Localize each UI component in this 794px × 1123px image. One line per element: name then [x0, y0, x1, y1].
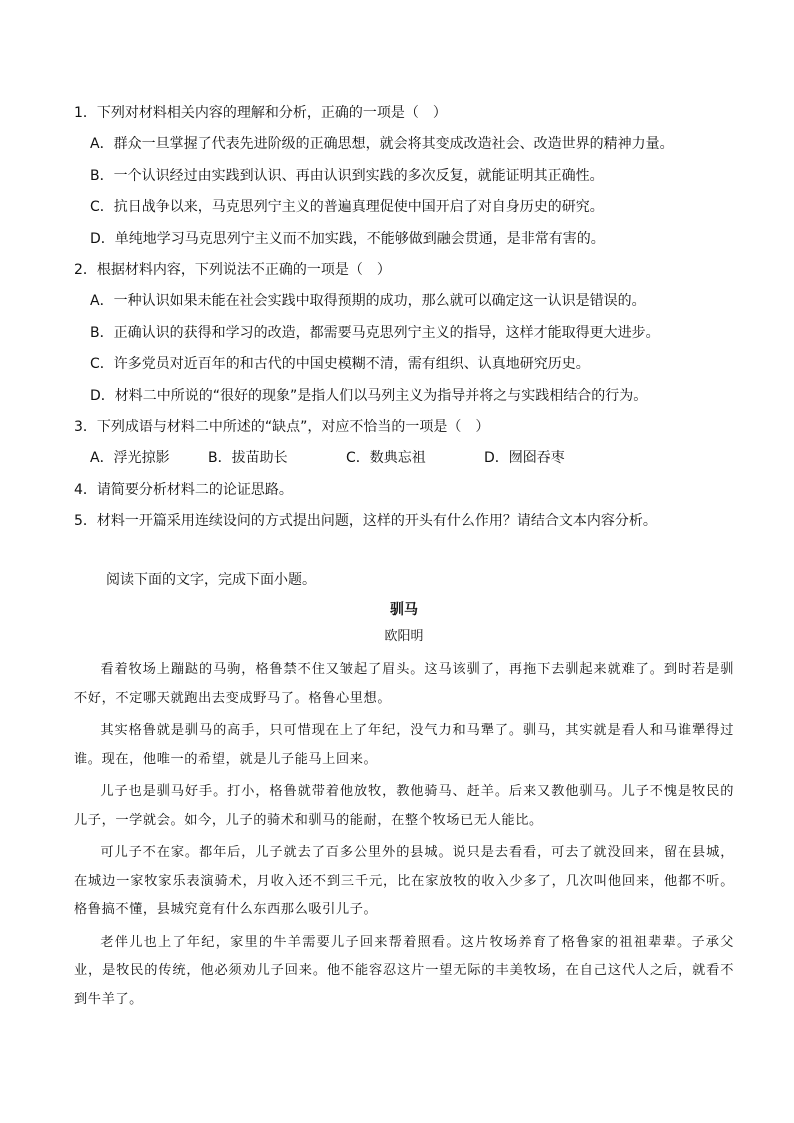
passage-paragraph: 老伴儿也上了年纪，家里的牛羊需要儿子回来帮着照看。这片牧场养育了格鲁家的祖祖辈辈。子承父业，是牧民的传统，他必须劝儿子回来。他不能容忍这片一望无际的丰美牧场，在自己这代人之后，就看不到牛羊了。 — [74, 934, 734, 1007]
question-4-stem: 4．请简要分析材料二的论证思路。 — [74, 481, 293, 498]
question-1-option-b: B．一个认识经过由实践到认识、再由认识到实践的多次反复，就能证明其正确性。 — [90, 167, 604, 184]
question-section — [74, 103, 734, 542]
question-1-option-a: A．群众一旦掌握了代表先进阶级的正确思想，就会将其变成改造社会、改造世界的精神力量。 — [90, 136, 674, 153]
passage-author: 欧阳明 — [384, 629, 424, 644]
passage-paragraph: 其实格鲁就是驯马的高手，只可惜现在上了年纪，没气力和马犟了。驯马，其实就是看人和马谁犟得过谁。现在，他唯一的希望，就是儿子能马上回来。 — [74, 723, 734, 767]
question-2-option-d: D．材料二中所说的“很好的现象”是指人们以马列主义为指导并将之与实践相结合的行为。 — [90, 387, 648, 404]
passage-paragraph: 看着牧场上蹦跶的马驹，格鲁禁不住又皱起了眉头。这马该驯了，再拖下去驯起来就难了。到时若是驯不好，不定哪天就跑出去变成野马了。格鲁心里想。 — [74, 662, 734, 706]
question-3-option-d: D．囫囵吞枣 — [484, 450, 565, 467]
question-3-option-c: C．数典忘祖 — [346, 450, 426, 467]
passage-paragraph: 可儿子不在家。都年后，儿子就去了百多公里外的县城。说只是去看看，可去了就没回来，留在县城，在城边一家牧家乐表演骑术，月收入还不到三千元，比在家放牧的收入少多了，几次叫他回来，他都不听。格鲁搞不懂，县城究竟有什么东西那么吸引儿子。 — [74, 845, 734, 917]
question-3-stem: 3．下列成语与材料二中所述的“缺点”，对应不恰当的一项是（ ） — [74, 418, 490, 435]
passage-title: 驯马 — [390, 602, 418, 618]
question-3-options — [74, 448, 734, 479]
question-2-option-a: A．一种认识如果未能在社会实践中取得预期的成功，那么就可以确定这一认识是错误的。 — [90, 293, 646, 310]
question-3-option-a: A．浮光掠影 — [90, 450, 170, 467]
question-5-stem: 5．材料一开篇采用连续设问的方式提出问题，这样的开头有什么作用？请结合文本内容分析。 — [74, 513, 657, 530]
passage-paragraph: 儿子也是驯马好手。打小，格鲁就带着他放牧，教他骑马、赶羊。后来又教他驯马。儿子不愧是牧民的儿子，一学就会。如今，儿子的骑术和驯马的能耐，在整个牧场已无人能比。 — [74, 784, 734, 828]
question-2-option-b: B．正确认识的获得和学习的改造，都需要马克思列宁主义的指导，这样才能取得更大进步。 — [90, 324, 660, 341]
question-1-option-d: D．单纯地学习马克思列宁主义而不加实践，不能够做到融会贯通，是非常有害的。 — [90, 230, 605, 247]
reading-passage — [74, 570, 734, 1018]
question-2-option-c: C．许多党员对近百年的和古代的中国史模糊不清，需有组织、认真地研究历史。 — [90, 356, 590, 373]
reading-intro: 阅读下面的文字，完成下面小题。 — [106, 572, 316, 588]
question-1-stem: 1．下列对材料相关内容的理解和分析，正确的一项是（ ） — [74, 105, 447, 121]
question-1-option-c: C．抗日战争以来，马克思列宁主义的普遍真理促使中国开启了对自身历史的研究。 — [90, 199, 604, 216]
question-3-option-b: B．拔苗助长 — [208, 450, 288, 467]
question-2-stem: 2．根据材料内容，下列说法不正确的一项是（ ） — [74, 261, 391, 278]
